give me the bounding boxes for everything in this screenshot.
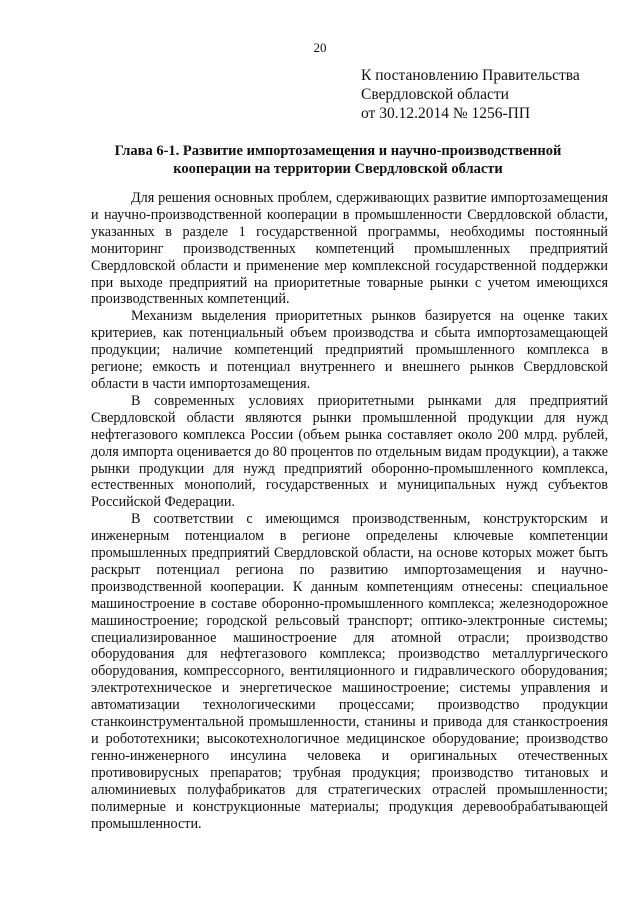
- approval-line-3: от 30.12.2014 № 1256-ПП: [361, 105, 531, 122]
- paragraph-3: В современных условиях приоритетными рынками для предприятий Свердловской области являются рынки промышленной продукции для нужд нефтегазового комплекса России (объем рынка составляет около 200 млрд. рублей, доля импорта оценивается до 80 процентов по отдельным видам продукции), а также рынки продукции для нужд предприятий оборонно-промышленного комплекса, естественных монополий, государственных и муниципальных нужд субъектов Российской Федерации.: [91, 392, 608, 511]
- body-text: [91, 190, 608, 832]
- paragraph-4: В соответствии с имеющимся производственным, конструкторским и инженерным потенциалом в регионе определены ключевые компетенции промышленных предприятий Свердловской области, на основе которых может быть раскрыт потенциал региона по развитию импортозамещения и научно-производственной кооперации. К данным компетенциям отнесены: специальное машиностроение в составе оборонно-промышленного комплекса; железнодорожное машиностроение; городской рельсовый транспорт; оптико-электронные системы; специализированное машиностроение для атомной отрасли; производство оборудования для нефтегазового комплекса; производство металлургического оборудования, компрессорного, вентиляционного и гидравлического оборудования; электротехническое и энергетическое машиностроение; системы управления и автоматизации технологическими процессами; производство продукции станкоинструментальной промышленности, станины и привода для станкостроения и робототехники; высокотехнологичное медицинское оборудование; производство генно-инженерного инсулина человека и оригинальных отечественных противовирусных препаратов; трубная продукция; производство титановых и алюминиевых полуфабрикатов для стратегических отраслей промышленности; полимерные и конструкционные материалы; продукция деревообрабатывающей промышленности.: [91, 511, 608, 832]
- paragraph-2: Механизм выделения приоритетных рынков базируется на оценке таких критериев, как потенциальный объем производства и сбыта импортозамещающей продукции; наличие компетенций предприятий промышленного комплекса в регионе; емкость и потенциал внутреннего и внешнего рынков Свердловской области в части импортозамещения.: [91, 308, 608, 392]
- approval-reference: [361, 66, 611, 123]
- page-number: 20: [313, 40, 327, 55]
- paragraph-1: Для решения основных проблем, сдерживающих развитие импортозамещения и научно-производственной кооперации в промышленности Свердловской области, указанных в разделе 1 государственной программы, необходимы постоянный мониторинг производственных компетенций промышленных предприятий Свердловской области и применение мер комплексной государственной поддержки при выходе предприятий на приоритетные товарные рынки с учетом имеющихся производственных компетенций.: [91, 190, 608, 308]
- chapter-title: Глава 6-1. Развитие импортозамещения и научно-производственной кооперации на территории Свердловской области: [114, 143, 562, 177]
- approval-line-1: К постановлению Правительства: [361, 67, 580, 84]
- approval-line-2: Свердловской области: [361, 86, 509, 103]
